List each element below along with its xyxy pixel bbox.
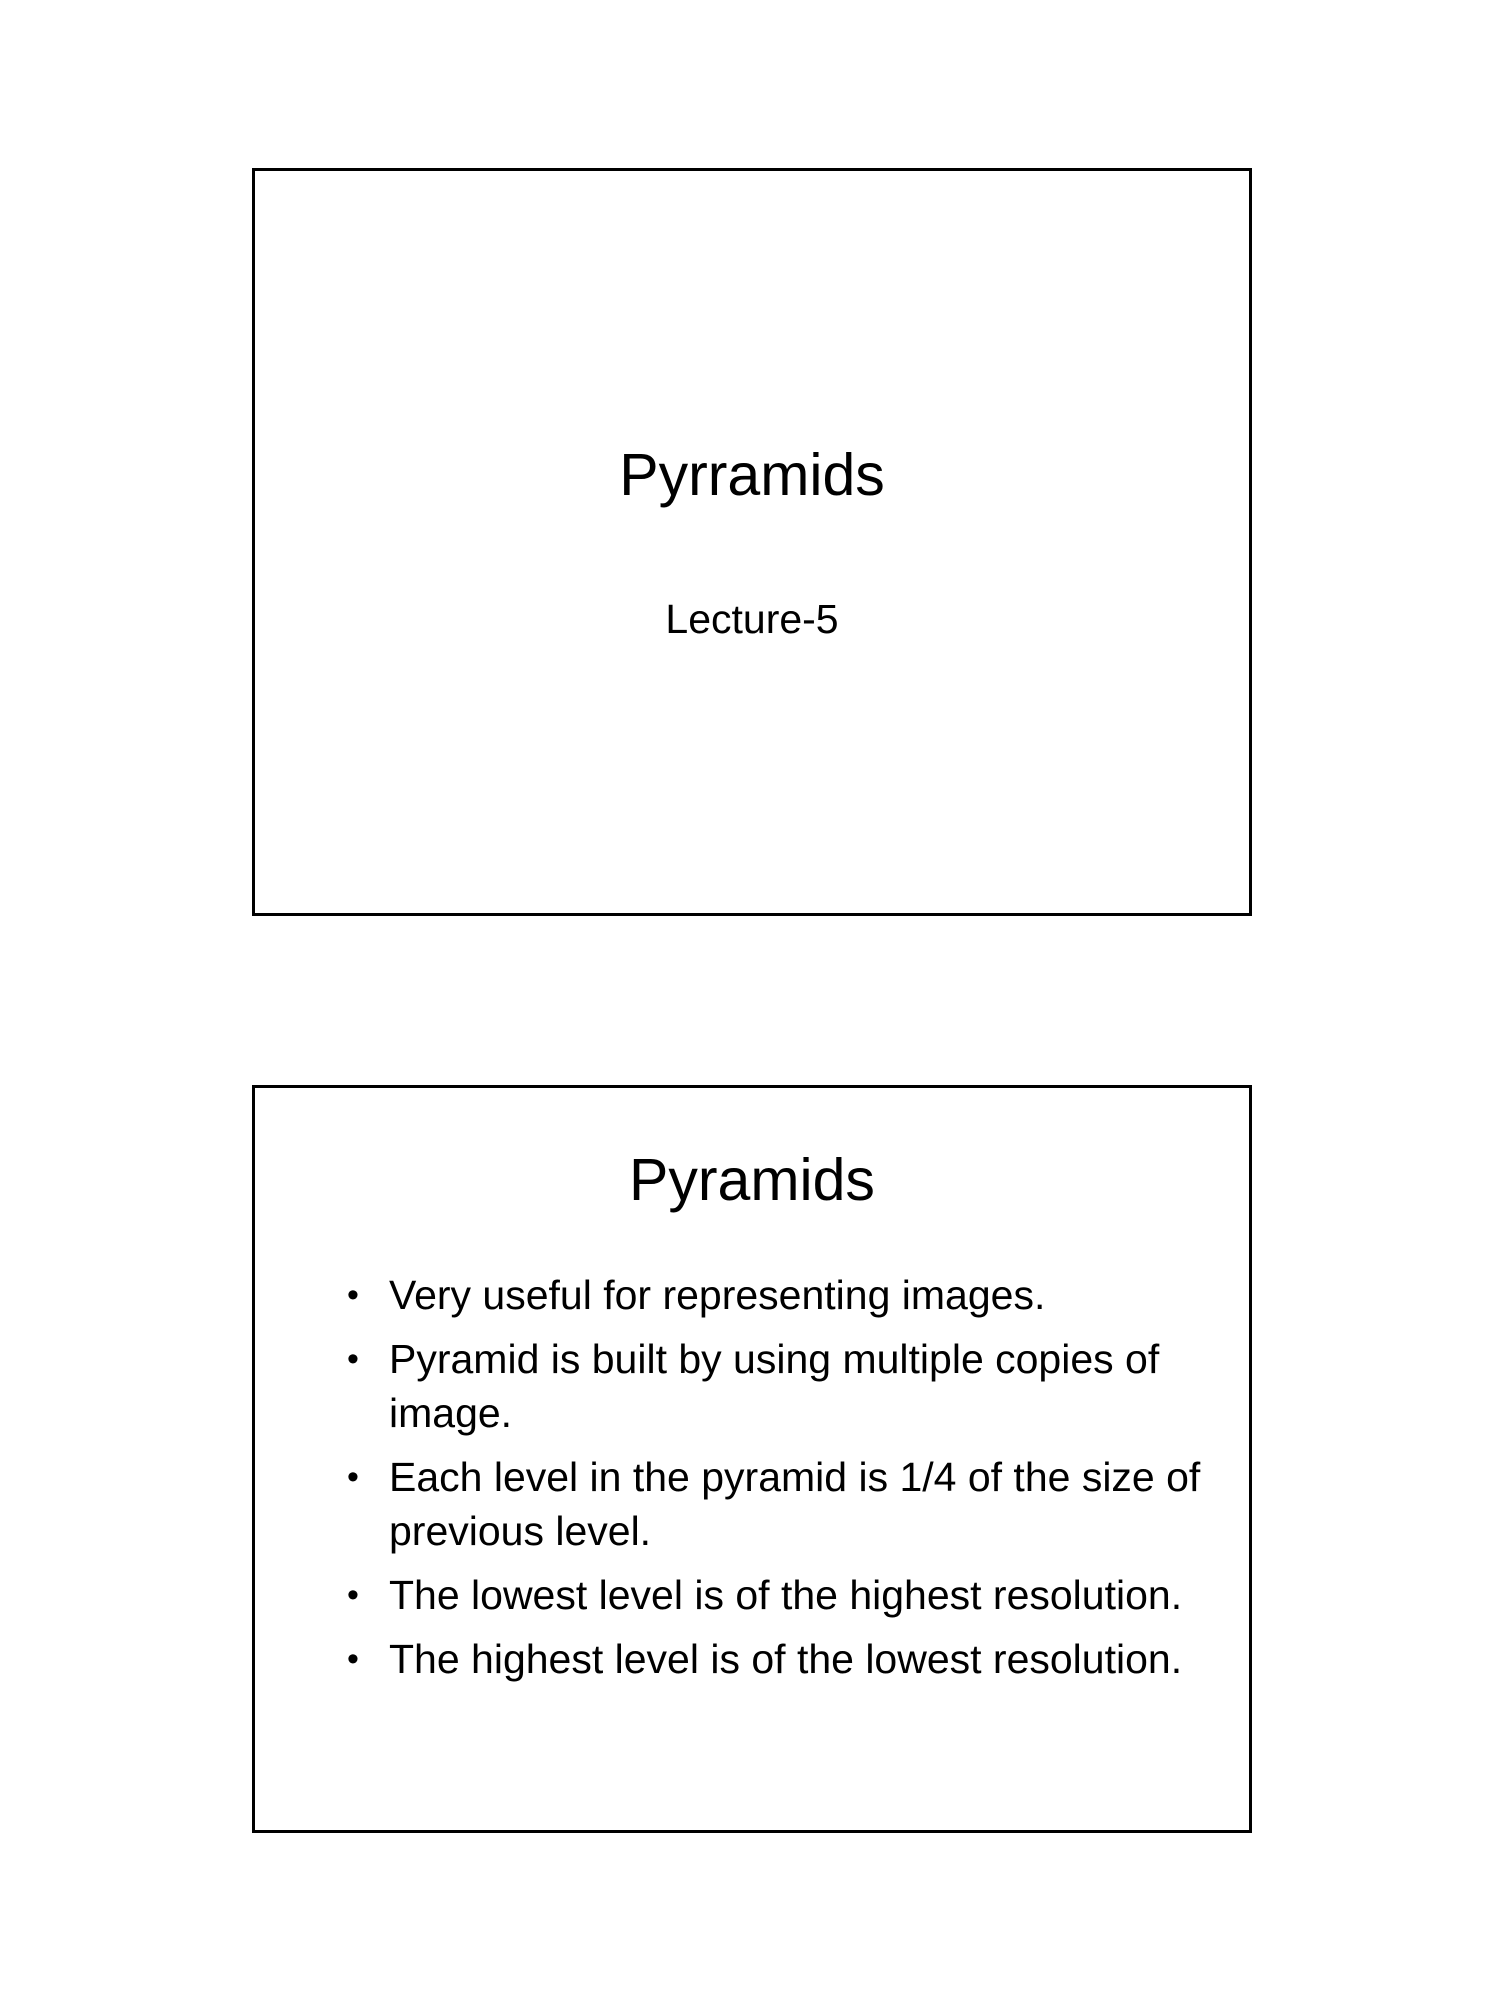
bullet-text: The highest level is of the lowest resolution. (389, 1636, 1183, 1682)
bullet-item (347, 1450, 1227, 1558)
bullet-item (347, 1332, 1227, 1440)
bullet-item (347, 1568, 1227, 1622)
slide-1-subtitle: Lecture-5 (665, 596, 839, 642)
bullet-item (347, 1632, 1227, 1686)
bullet-dot-icon: • (347, 1640, 359, 1678)
bullet-dot-icon: • (347, 1458, 359, 1496)
bullet-dot-icon: • (347, 1340, 359, 1378)
slide-2 (252, 1085, 1252, 1833)
slide-1 (252, 168, 1252, 916)
bullet-text: Each level in the pyramid is 1/4 of the size of previous level. (389, 1454, 1201, 1554)
bullet-text: The lowest level is of the highest resolution. (389, 1572, 1183, 1618)
slide-2-title: Pyramids (629, 1147, 875, 1213)
bullet-text: Very useful for representing images. (389, 1272, 1046, 1318)
slide-1-title: Pyrramids (619, 442, 885, 508)
bullet-text: Pyramid is built by using multiple copies of image. (389, 1336, 1160, 1436)
bullet-item (347, 1268, 1227, 1322)
bullet-dot-icon: • (347, 1276, 359, 1314)
bullet-dot-icon: • (347, 1576, 359, 1614)
bullet-list (347, 1268, 1227, 1696)
